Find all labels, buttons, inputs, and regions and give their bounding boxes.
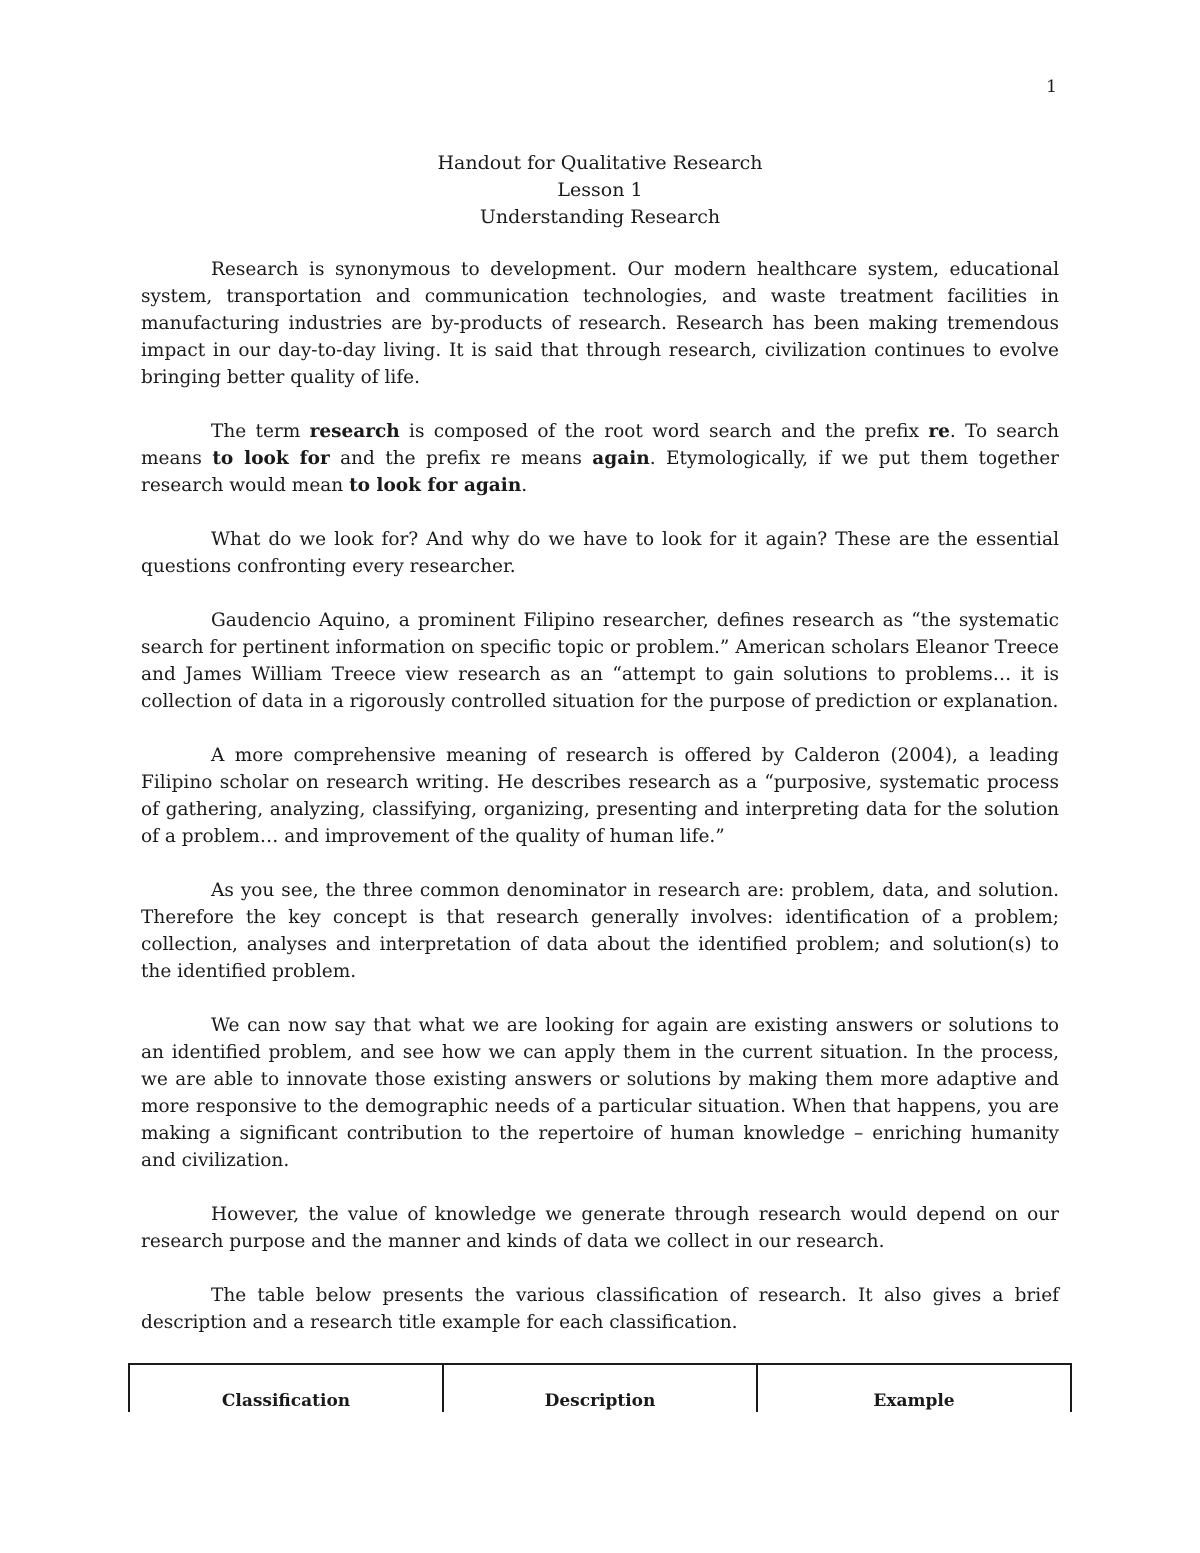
- paragraph-essential-questions: What do we look for? And why do we have to look for it again? These are the essential questions confronting every researcher.: [141, 529, 1059, 577]
- page-number: 1: [1046, 77, 1057, 97]
- text-run: . Etymologically, if we put them together research would mean: [141, 448, 1060, 496]
- paragraph-value-of-knowledge: However, the value of knowledge we generate through research would depend on our research purpose and the manner and kinds of data we collect in our research.: [141, 1204, 1059, 1252]
- lesson-label: Lesson 1: [557, 179, 643, 201]
- paragraph-calderon: A more comprehensive meaning of research is offered by Calderon (2004), a leading Filipino scholar on research writing. He describes research as a “purposive, systematic process of gathering, analyzing, classifying, organizing, presenting and interpreting data for the solution of a problem… and improvement of the quality of human life.”: [141, 745, 1059, 847]
- document-body: [141, 256, 1059, 1363]
- text-run: The term: [211, 421, 310, 442]
- column-header-classification: Classification: [129, 1364, 443, 1412]
- paragraph-common-denominator: As you see, the three common denominator in research are: problem, data, and solution. Therefore the key concept is that research generally involves: identification of a problem; collection, analyses and interpretation of data about the identified problem; and solution(s) to the identified problem.: [141, 880, 1059, 982]
- bold-term-look-for-again: to look for again: [349, 475, 522, 496]
- bold-term-again: again: [592, 448, 650, 469]
- bold-term-re: re: [928, 421, 950, 442]
- paragraph-term-definition: [141, 418, 1059, 499]
- document-title: Handout for Qualitative Research: [437, 152, 763, 174]
- paragraph-looking-again: We can now say that what we are looking for again are existing answers or solutions to an identified problem, and see how we can apply them in the current situation. In the process, we are able to innovate those existing answers or solutions by making them more adaptive and more responsive to the demographic needs of a particular situation. When that happens, you are making a significant contribution to the repertoire of human knowledge – enriching humanity and civilization.: [141, 1015, 1059, 1171]
- column-header-description: Description: [443, 1364, 757, 1412]
- paragraph-aquino-treece: Gaudencio Aquino, a prominent Filipino researcher, defines research as “the systematic search for pertinent information on specific topic or problem.” American scholars Eleanor Treece and James William Treece view research as an “attempt to gain solutions to problems… it is collection of data in a rigorously controlled situation for the purpose of prediction or explanation.: [141, 610, 1059, 712]
- text-run: is composed of the root word search and the prefix: [399, 421, 929, 442]
- paragraph-table-intro: The table below presents the various classification of research. It also gives a brief description and a research title example for each classification.: [141, 1285, 1059, 1333]
- bold-term-look-for: to look for: [212, 448, 330, 469]
- bold-term-research: research: [309, 421, 400, 442]
- text-run: . To search means: [141, 421, 1060, 469]
- lesson-subtitle: Understanding Research: [479, 206, 721, 228]
- classification-table: [128, 1363, 1072, 1412]
- text-run: .: [521, 475, 528, 496]
- paragraph-research-development: Research is synonymous to development. Our modern healthcare system, educational system, transportation and communication technologies, and waste treatment facilities in manufacturing industries are by-products of research. Research has been making tremendous impact in our day-to-day living. It is said that through research, civilization continues to evolve bringing better quality of life.: [141, 259, 1059, 388]
- document-title-block: [0, 150, 1200, 231]
- table-header-row: [129, 1364, 1071, 1412]
- column-header-example: Example: [757, 1364, 1071, 1412]
- text-run: and the prefix re means: [329, 448, 593, 469]
